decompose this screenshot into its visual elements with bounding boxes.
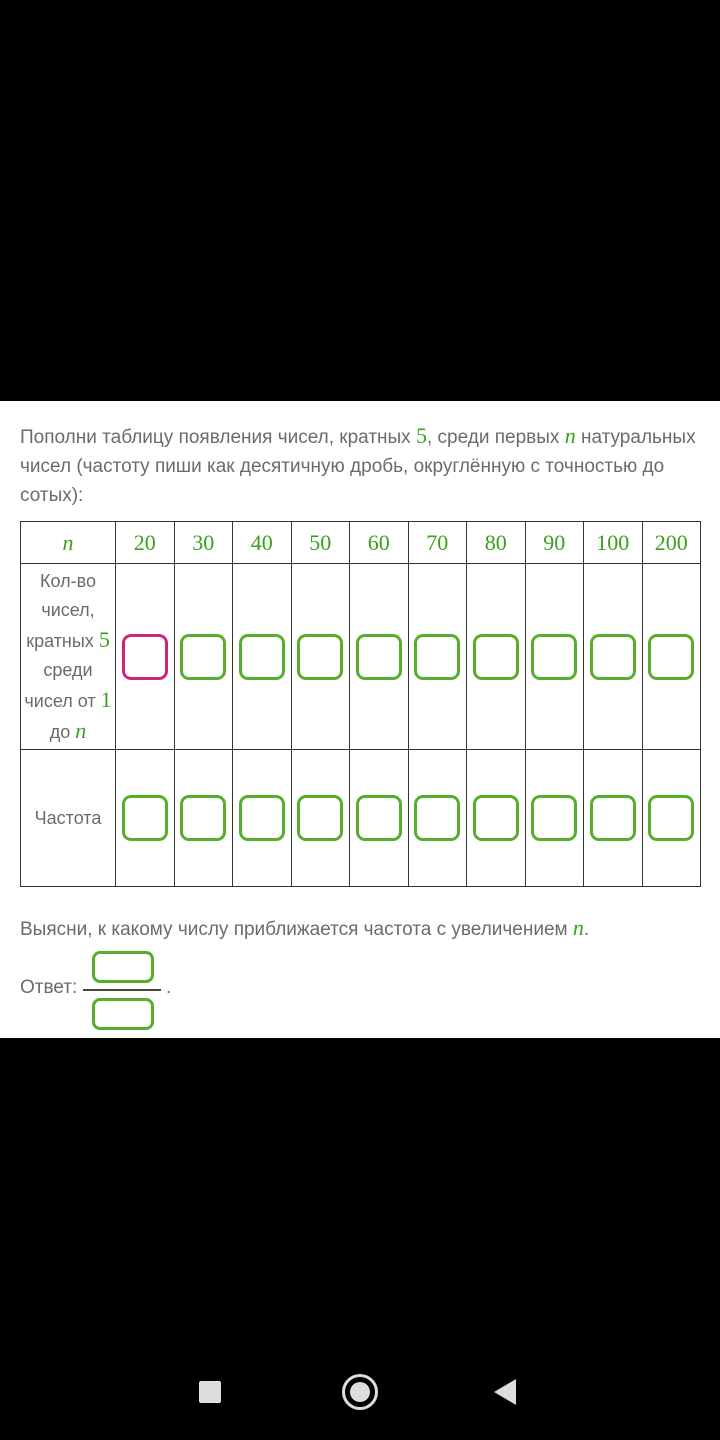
count-input[interactable]	[648, 634, 694, 680]
frequency-input[interactable]	[531, 795, 577, 841]
column-value: 200	[654, 529, 688, 555]
count-input[interactable]	[239, 634, 285, 680]
frequency-cell	[174, 750, 233, 887]
recent-apps-icon[interactable]	[199, 1381, 221, 1403]
frequency-input[interactable]	[180, 795, 226, 841]
question-part: Выясни, к какому числу приближается частота с увеличением	[20, 919, 573, 940]
frequency-cell	[116, 750, 175, 887]
frequency-input[interactable]	[122, 795, 168, 841]
frequency-input[interactable]	[473, 795, 519, 841]
frequency-input[interactable]	[239, 795, 285, 841]
count-input[interactable]	[122, 634, 168, 680]
header-cell	[174, 522, 233, 564]
column-value: 40	[250, 529, 273, 555]
answer-numerator-input[interactable]	[92, 951, 154, 983]
frequency-cell	[642, 750, 701, 887]
label-part: Кол-во чисел, кратных	[26, 570, 99, 651]
frequency-cell	[291, 750, 350, 887]
header-cell	[408, 522, 467, 564]
count-cell	[525, 564, 584, 750]
math-number: 5	[98, 626, 110, 652]
frequency-cell	[584, 750, 643, 887]
header-cell	[233, 522, 292, 564]
answer-period: .	[166, 977, 172, 998]
count-cell	[408, 564, 467, 750]
task-text-part: Пополни таблицу появления чисел, кратных	[20, 427, 416, 448]
column-value: 90	[543, 529, 566, 555]
question-part: .	[583, 919, 590, 940]
task-text-part: , среди первых	[426, 427, 565, 448]
back-icon[interactable]	[494, 1379, 516, 1405]
answer-denominator-input[interactable]	[92, 998, 154, 1030]
task-text-part: натуральных чисел (частоту пиши как десятичную дробь, округлённую с точностью до сотых):	[20, 427, 696, 506]
system-nav-bar	[0, 1352, 720, 1432]
column-value: 20	[133, 529, 156, 555]
frequency-cell	[350, 750, 409, 887]
count-input[interactable]	[180, 634, 226, 680]
column-value: 50	[309, 529, 332, 555]
header-cell	[116, 522, 175, 564]
row-label-text: Частота	[34, 807, 102, 828]
count-input[interactable]	[414, 634, 460, 680]
count-cell	[174, 564, 233, 750]
answer-label: Ответ:	[20, 977, 78, 998]
frequency-cell	[408, 750, 467, 887]
count-cell	[116, 564, 175, 750]
table-header-row	[21, 522, 701, 564]
column-value: 60	[367, 529, 390, 555]
math-variable: n	[572, 915, 584, 940]
question-text	[20, 915, 589, 941]
header-cell	[584, 522, 643, 564]
count-input[interactable]	[531, 634, 577, 680]
count-cell	[642, 564, 701, 750]
frequency-table	[20, 521, 701, 887]
task-card	[0, 401, 720, 1038]
frequency-input[interactable]	[356, 795, 402, 841]
count-input[interactable]	[590, 634, 636, 680]
header-var-cell	[21, 522, 116, 564]
math-variable: n	[75, 717, 87, 743]
math-number: 5	[415, 423, 427, 448]
header-cell	[525, 522, 584, 564]
column-value: 80	[484, 529, 507, 555]
count-input[interactable]	[356, 634, 402, 680]
math-variable: n	[62, 529, 74, 555]
math-variable: n	[564, 423, 576, 448]
header-cell	[642, 522, 701, 564]
frequency-input[interactable]	[590, 795, 636, 841]
home-icon[interactable]	[342, 1374, 378, 1410]
row-label-frequency	[21, 750, 116, 887]
task-text	[20, 421, 705, 510]
count-input[interactable]	[473, 634, 519, 680]
label-part: среди чисел от	[24, 659, 101, 711]
frequency-cell	[525, 750, 584, 887]
count-cell	[233, 564, 292, 750]
math-number: 1	[100, 686, 112, 712]
table-row-frequency	[21, 750, 701, 887]
frequency-input[interactable]	[414, 795, 460, 841]
frequency-cell	[467, 750, 526, 887]
table-row-counts	[21, 564, 701, 750]
header-cell	[350, 522, 409, 564]
frequency-input[interactable]	[648, 795, 694, 841]
count-cell	[350, 564, 409, 750]
frequency-cell	[233, 750, 292, 887]
header-cell	[467, 522, 526, 564]
label-part: до	[49, 721, 76, 742]
row-label-counts	[21, 564, 116, 750]
row-label-text	[21, 567, 115, 747]
frequency-input[interactable]	[297, 795, 343, 841]
column-value: 70	[426, 529, 449, 555]
column-value: 100	[596, 529, 630, 555]
count-cell	[467, 564, 526, 750]
count-cell	[291, 564, 350, 750]
count-cell	[584, 564, 643, 750]
column-value: 30	[192, 529, 215, 555]
fraction-bar	[83, 989, 161, 991]
count-input[interactable]	[297, 634, 343, 680]
header-cell	[291, 522, 350, 564]
